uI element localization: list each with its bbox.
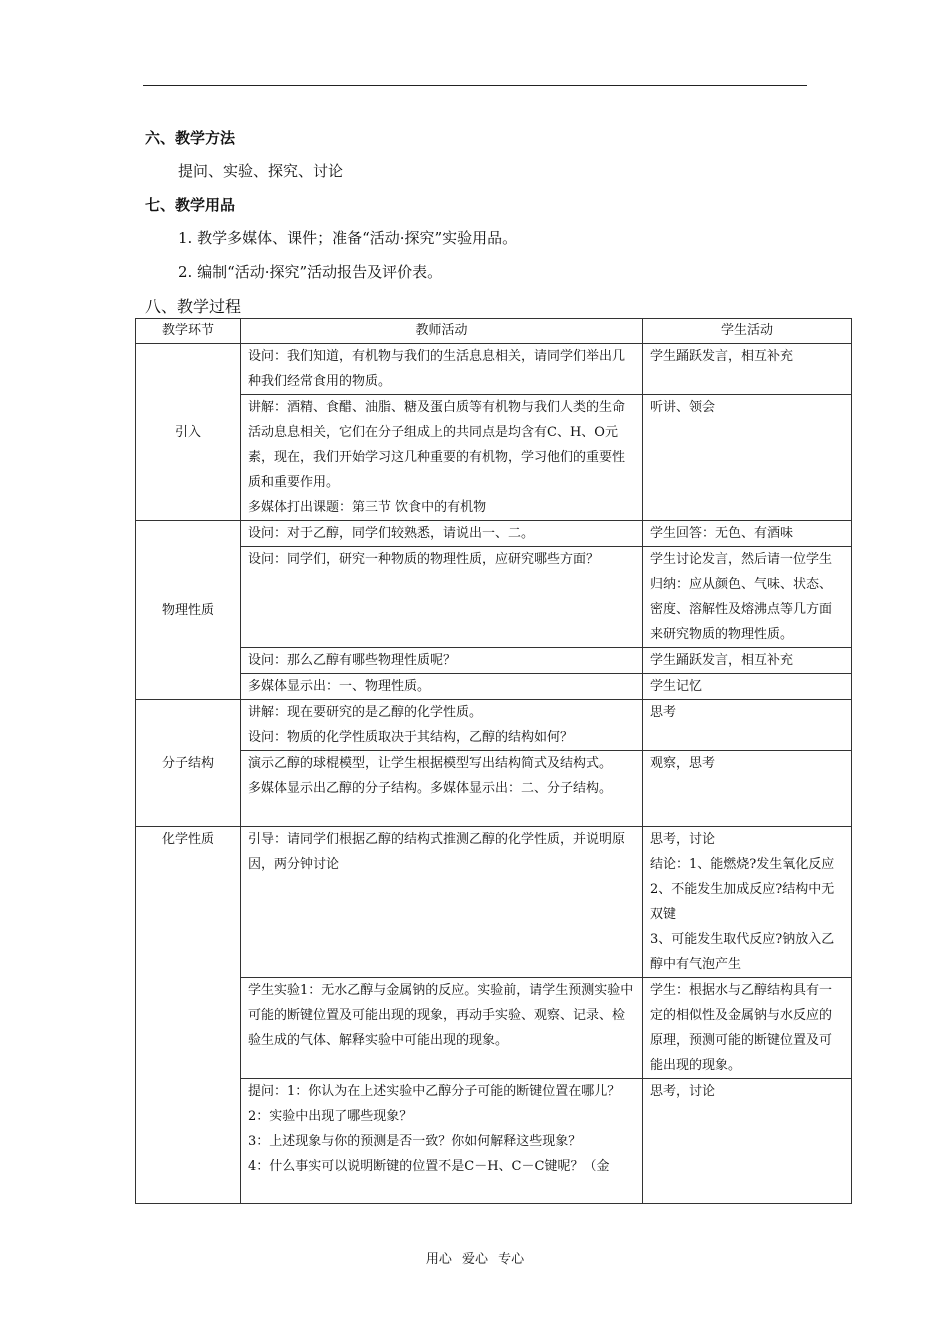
table-row (136, 674, 852, 700)
teacher-cell: 设问：对于乙醇，同学们较熟悉，请说出一、二。 (241, 521, 643, 547)
student-text: 2、不能发生加成反应?结构中无双键 (650, 882, 835, 922)
teacher-text: 3：上述现象与你的预测是否一致？你如何解释这些现象？ (248, 1134, 582, 1149)
table-row (136, 1079, 852, 1204)
student-cell: 听讲、领会 (643, 395, 852, 521)
student-cell: 学生踊跃发言，相互补充 (643, 648, 852, 674)
teacher-cell: 引导：请同学们根据乙醇的结构式推测乙醇的化学性质，并说明原因，两分钟讨论 (241, 827, 643, 978)
table-header-row (136, 319, 852, 344)
teacher-cell (241, 751, 643, 827)
teacher-text: 提问：1：你认为在上述实验中乙醇分子可能的断键位置在哪儿？ (248, 1084, 621, 1099)
teacher-text: 讲解：现在要研究的是乙醇的化学性质。 (248, 705, 483, 720)
header-student: 学生活动 (643, 319, 852, 344)
teaching-process-table (135, 318, 852, 1204)
student-cell: 思考，讨论 (643, 1079, 852, 1204)
stage-cell: 化学性质 (136, 827, 241, 1204)
teacher-text: 讲解：酒精、食醋、油脂、糖及蛋白质等有机物与我们人类的生命活动息息相关，它们在分子组成上的共同点是均含有C、H、O元素，现在，我们开始学习这几种重要的有机物，学习他们的重要性质和重要作用。 (248, 400, 626, 490)
student-cell (643, 827, 852, 978)
teacher-cell: 设问：那么乙醇有哪些物理性质呢？ (241, 648, 643, 674)
student-cell: 观察，思考 (643, 751, 852, 827)
table-row (136, 978, 852, 1079)
teacher-cell (241, 1079, 643, 1204)
teacher-text: 多媒体打出课题：第三节 饮食中的有机物 (248, 500, 487, 515)
teacher-text: 演示乙醇的球棍模型，让学生根据模型写出结构简式及结构式。 (248, 756, 613, 771)
teacher-text: 多媒体显示出乙醇的分子结构。多媒体显示出：二、分子结构。 (248, 781, 613, 796)
table-row (136, 751, 852, 827)
page-footer: 用心 爱心 专心 (425, 1252, 525, 1267)
student-text: 3、可能发生取代反应?钠放入乙醇中有气泡产生 (650, 932, 835, 972)
section-7-heading: 七、教学用品 (145, 196, 236, 214)
table-row (136, 547, 852, 648)
teacher-text: 2：实验中出现了哪些现象？ (248, 1109, 413, 1124)
header-rule (143, 85, 807, 86)
table-row (136, 344, 852, 395)
table-row (136, 521, 852, 547)
student-cell: 学生踊跃发言，相互补充 (643, 344, 852, 395)
teacher-text: 设问：物质的化学性质取决于其结构，乙醇的结构如何？ (248, 730, 574, 745)
teacher-cell (241, 700, 643, 751)
section-6-text: 提问、实验、探究、讨论 (178, 162, 344, 180)
section-8-heading: 八、教学过程 (145, 297, 242, 316)
student-text: 思考，讨论 (650, 832, 716, 847)
table-row (136, 648, 852, 674)
table-row (136, 827, 852, 978)
teacher-cell (241, 395, 643, 521)
table-row (136, 395, 852, 521)
section-7-item-2: 2. 编制“活动·探究”活动报告及评价表。 (178, 263, 443, 281)
student-cell: 学生记忆 (643, 674, 852, 700)
header-teacher: 教师活动 (241, 319, 643, 344)
student-cell: 思考 (643, 700, 852, 751)
table-row (136, 700, 852, 751)
stage-cell: 物理性质 (136, 521, 241, 700)
teacher-cell: 设问：我们知道，有机物与我们的生活息息相关，请同学们举出几种我们经常食用的物质。 (241, 344, 643, 395)
student-text: 结论：1、能燃烧?发生氧化反应 (650, 857, 835, 872)
student-cell: 学生：根据水与乙醇结构具有一定的相似性及金属钠与水反应的原理，预测可能的断键位置及可能出现的现象。 (643, 978, 852, 1079)
teacher-cell: 学生实验1：无水乙醇与金属钠的反应。实验前，请学生预测实验中可能的断键位置及可能出现的现象，再动手实验、观察、记录、检验生成的气体、解释实验中可能出现的现象。 (241, 978, 643, 1079)
teacher-text: 4：什么事实可以说明断键的位置不是C－H、C－C键呢？（金 (248, 1159, 610, 1174)
section-7-item-1: 1. 教学多媒体、课件；准备“活动·探究”实验用品。 (178, 229, 518, 247)
stage-cell: 分子结构 (136, 700, 241, 827)
stage-cell: 引入 (136, 344, 241, 521)
teacher-cell: 设问：同学们，研究一种物质的物理性质，应研究哪些方面？ (241, 547, 643, 648)
header-stage: 教学环节 (136, 319, 241, 344)
student-cell: 学生讨论发言，然后请一位学生归纳：应从颜色、气味、状态、密度、溶解性及熔沸点等几方面来研究物质的物理性质。 (643, 547, 852, 648)
teacher-cell: 多媒体显示出：一、物理性质。 (241, 674, 643, 700)
student-cell: 学生回答：无色、有酒味 (643, 521, 852, 547)
section-6-heading: 六、教学方法 (145, 129, 236, 147)
